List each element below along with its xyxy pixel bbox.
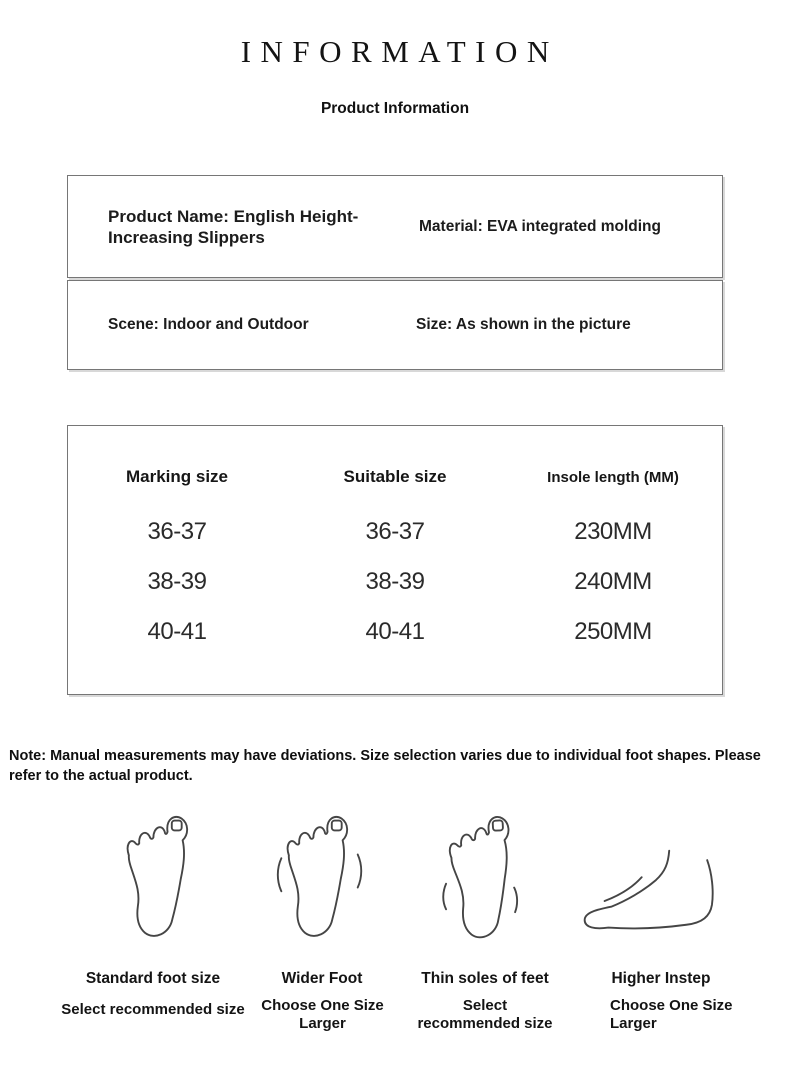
size-chart-cell: 240MM: [574, 568, 652, 595]
footprint-thin-sole-icon: [430, 813, 534, 947]
size-chart-row: [68, 557, 722, 607]
page-subtitle: Product Information: [320, 100, 470, 117]
size-chart-cell: 38-39: [147, 568, 207, 595]
size-chart-header-row: [68, 459, 722, 495]
footprint-icon: [112, 813, 208, 945]
size-chart-cell: 40-41: [365, 618, 425, 645]
page-title: INFORMATION: [240, 34, 559, 69]
foot-guide-title: Higher Instep: [611, 970, 711, 987]
scene-cell: Scene: Indoor and Outdoor: [108, 316, 309, 333]
foot-guide-title: Thin soles of feet: [421, 970, 549, 987]
measurement-note: Note: Manual measurements may have deviations. Size selection varies due to individual foot shapes. Please refer to the actual product.: [9, 748, 761, 784]
size-chart-header-insole: Insole length (MM): [547, 468, 679, 486]
foot-guide-title: Wider Foot: [281, 970, 363, 987]
size-chart-body: [68, 507, 722, 657]
product-info-row: [67, 280, 723, 370]
product-name-cell: Product Name: English Height-Increasing Slippers: [108, 206, 359, 247]
foot-guide-advice: Choose One Size Larger: [261, 997, 384, 1032]
size-chart-cell: 38-39: [365, 568, 425, 595]
product-info-table: [67, 175, 723, 370]
material-cell: Material: EVA integrated molding: [419, 217, 661, 235]
foot-guide-advice: Select recommended size: [417, 997, 553, 1032]
size-chart-cell: 40-41: [147, 618, 207, 645]
foot-side-profile-icon: [578, 843, 730, 940]
size-chart-cell: 36-37: [365, 518, 425, 545]
size-cell: Size: As shown in the picture: [416, 316, 631, 333]
size-chart-table: [67, 425, 723, 695]
footprint-wide-icon: [268, 813, 372, 945]
size-chart-cell: 36-37: [147, 518, 207, 545]
foot-guide-title: Standard foot size: [85, 970, 221, 987]
size-chart-row: [68, 607, 722, 657]
product-info-row: [67, 175, 723, 278]
size-chart-row: [68, 507, 722, 557]
size-chart-header-marking: Marking size: [125, 467, 229, 486]
foot-guide-advice: Select recommended size: [61, 1001, 245, 1018]
size-chart-cell: 250MM: [574, 618, 652, 645]
size-chart-cell: 230MM: [574, 518, 652, 545]
size-chart-header-suitable: Suitable size: [343, 467, 447, 486]
foot-guide-advice: Choose One Size Larger: [610, 997, 733, 1032]
